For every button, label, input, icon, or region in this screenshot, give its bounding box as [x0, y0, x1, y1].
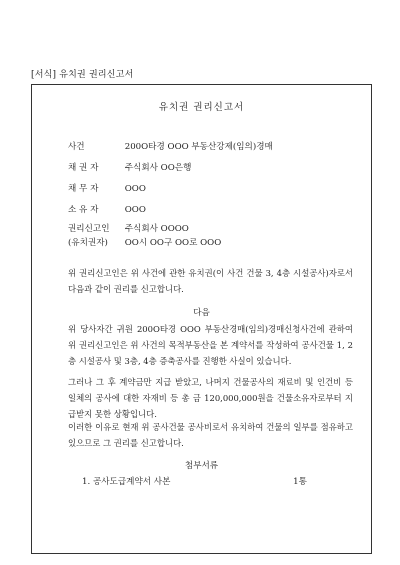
field-value: OO시 OO구 OO로 OOO	[124, 238, 222, 248]
field-label: 채 무 자	[68, 184, 99, 194]
field-label: 채 권 자	[68, 163, 99, 173]
field-label: 소 유 자	[68, 205, 99, 215]
field-value: 200O타경 OOO 부동산강제(임의)경매	[124, 142, 273, 152]
body-paragraph-3: 이러한 이유로 현재 위 공사건물 공사비로서 유치하여 건물의 일부를 점유하고 있으므로 그 권리를 신고합니다.	[68, 422, 353, 448]
field-creditor	[68, 161, 191, 173]
next-heading: 다음	[193, 308, 210, 318]
attachment-number: 1.	[82, 477, 91, 487]
field-owner	[68, 203, 146, 215]
field-label: 권리신고인	[68, 224, 110, 234]
document-box	[31, 84, 372, 554]
body-paragraph-1: 위 당사자간 귀원 200O타경 OOO 부동산경매(임의)경매신청사건에 관하여 위 권리신고인은 위 사건의 목적부동산을 본 계약서를 작성하여 공사건물 1, 2층 시설공사 및 3층, 4층 증축공사를 진행한 사실이 있습니다.	[68, 324, 353, 366]
form-label: [서식] 유치권 권리신고서	[31, 70, 134, 80]
attachments-heading: 첨부서류	[184, 461, 219, 471]
field-lien-holder	[68, 236, 221, 248]
field-value: 주식회사 OO은행	[124, 163, 192, 173]
document-title: 유치권 권리신고서	[158, 102, 245, 113]
field-value: 주식회사 OOOO	[124, 224, 189, 234]
field-value: OOO	[124, 184, 146, 194]
field-label: (유치권자)	[68, 238, 108, 248]
field-value: OOO	[124, 205, 146, 215]
attachment-name: 공사도급계약서 사본	[92, 477, 171, 487]
attachment-item	[82, 475, 307, 487]
field-debtor	[68, 182, 146, 194]
body-paragraph-2: 그러나 그 후 계약금만 지급 받았고, 나머지 건물공사의 재료비 및 인건비 등 일체의 공사에 대한 자재비 등 총 금 120,000,000원을 건물소유자로부터 지급받지 못한 상황입니다.	[68, 377, 353, 419]
field-case	[68, 140, 273, 152]
attachment-count: 1통	[293, 477, 307, 487]
field-label: 사건	[68, 142, 85, 152]
intro-paragraph: 위 권리신고인은 위 사건에 관한 유치권(이 사건 건물 3, 4층 시설공사)자로서 다음과 같이 권리를 신고합니다.	[68, 268, 353, 294]
field-claimant	[68, 222, 189, 234]
